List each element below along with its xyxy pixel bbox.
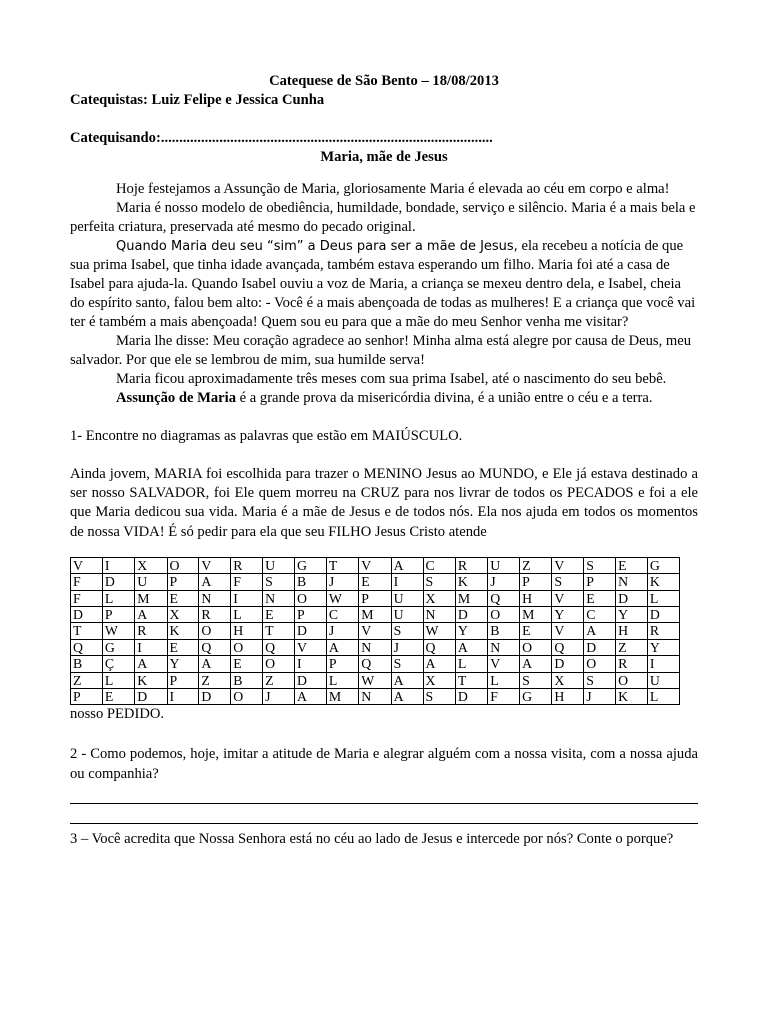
grid-cell[interactable]: N bbox=[359, 689, 391, 705]
grid-cell[interactable]: M bbox=[135, 590, 167, 606]
grid-cell[interactable]: Q bbox=[71, 639, 103, 655]
grid-cell[interactable]: W bbox=[102, 623, 134, 639]
grid-cell[interactable]: H bbox=[616, 623, 648, 639]
grid-cell[interactable]: P bbox=[326, 656, 358, 672]
grid-cell[interactable]: I bbox=[647, 656, 679, 672]
story-paragraph-3-rest: ela recebeu a notícia de que sua prima Isabel, que tinha idade avançada, também estava esperando um filho. Maria foi até a casa de Isabel para ajuda-la. Quando Isabel ouviu a voz de Maria, a criança se mexeu dentro dela, e Isabel, cheia do espírito santo, falou bem alto: - Você é a mais abençoada de todas as mulheres! E a criança que você vai ter é também a mais abençoada! Quem sou eu para que a mãe do meu Senhor venha me visitar? bbox=[70, 238, 696, 330]
grid-cell[interactable]: K bbox=[616, 689, 648, 705]
grid-cell[interactable]: A bbox=[135, 607, 167, 623]
grid-row bbox=[71, 672, 680, 688]
grid-cell[interactable]: Z bbox=[520, 557, 552, 573]
grid-cell[interactable]: B bbox=[71, 656, 103, 672]
grid-cell[interactable]: D bbox=[455, 689, 487, 705]
story-paragraph-5: Maria ficou aproximadamente três meses com sua prima Isabel, até o nascimento do seu bebê. bbox=[116, 371, 667, 387]
grid-cell[interactable]: R bbox=[199, 607, 231, 623]
grid-cell[interactable]: V bbox=[488, 656, 520, 672]
grid-cell[interactable]: N bbox=[423, 607, 455, 623]
grid-row bbox=[71, 557, 680, 573]
story-paragraph-6 bbox=[70, 389, 698, 408]
grid-cell[interactable]: A bbox=[520, 656, 552, 672]
grid-cell[interactable]: U bbox=[263, 557, 295, 573]
grid-row bbox=[71, 607, 680, 623]
grid-cell[interactable]: P bbox=[167, 574, 199, 590]
grid-cell[interactable]: E bbox=[167, 639, 199, 655]
grid-cell[interactable]: L bbox=[455, 656, 487, 672]
story-paragraph-1: Hoje festejamos a Assunção de Maria, gloriosamente Maria é elevada ao céu em corpo e alma! bbox=[116, 181, 670, 197]
grid-cell[interactable]: Q bbox=[359, 656, 391, 672]
grid-cell[interactable]: V bbox=[294, 639, 326, 655]
grid-cell[interactable]: Q bbox=[199, 639, 231, 655]
grid-cell[interactable]: P bbox=[102, 607, 134, 623]
grid-cell[interactable]: E bbox=[616, 557, 648, 573]
grid-cell[interactable]: A bbox=[135, 656, 167, 672]
grid-cell[interactable]: J bbox=[326, 574, 358, 590]
grid-cell[interactable]: U bbox=[488, 557, 520, 573]
grid-cell[interactable]: D bbox=[294, 672, 326, 688]
grid-cell[interactable]: D bbox=[455, 607, 487, 623]
grid-cell[interactable]: H bbox=[231, 623, 263, 639]
grid-cell[interactable]: Q bbox=[263, 639, 295, 655]
grid-cell[interactable]: P bbox=[359, 590, 391, 606]
grid-cell[interactable]: Q bbox=[488, 590, 520, 606]
grid-cell[interactable]: O bbox=[199, 623, 231, 639]
grid-cell[interactable]: E bbox=[359, 574, 391, 590]
grid-cell[interactable]: E bbox=[520, 623, 552, 639]
grid-cell[interactable]: W bbox=[359, 672, 391, 688]
grid-cell[interactable]: S bbox=[391, 656, 423, 672]
question-3: 3 – Você acredita que Nossa Senhora está no céu ao lado de Jesus e intercede por nós? Conte o porque? bbox=[70, 831, 674, 848]
grid-cell[interactable]: L bbox=[102, 672, 134, 688]
document-title: Maria, mãe de Jesus bbox=[320, 149, 448, 165]
grid-cell[interactable]: U bbox=[135, 574, 167, 590]
grid-cell[interactable]: B bbox=[488, 623, 520, 639]
grid-cell[interactable]: Y bbox=[616, 607, 648, 623]
grid-cell[interactable]: Y bbox=[647, 639, 679, 655]
grid-cell[interactable]: L bbox=[231, 607, 263, 623]
story-paragraph-2: Maria é nosso modelo de obediência, humildade, bondade, serviço e silêncio. Maria é a mais bela e perfeita criatura, preservada até mesmo do pecado original. bbox=[70, 200, 696, 235]
grid-cell[interactable]: P bbox=[167, 672, 199, 688]
grid-cell[interactable]: P bbox=[71, 689, 103, 705]
grid-cell[interactable]: Y bbox=[167, 656, 199, 672]
grid-cell[interactable]: D bbox=[647, 607, 679, 623]
grid-cell[interactable]: S bbox=[552, 574, 584, 590]
grid-cell[interactable]: F bbox=[488, 689, 520, 705]
grid-cell[interactable]: I bbox=[102, 557, 134, 573]
grid-row bbox=[71, 639, 680, 655]
grid-cell[interactable]: U bbox=[647, 672, 679, 688]
grid-cell[interactable]: E bbox=[584, 590, 616, 606]
grid-cell[interactable]: G bbox=[647, 557, 679, 573]
grid-cell[interactable]: A bbox=[584, 623, 616, 639]
assumption-bold: Assunção de Maria bbox=[116, 390, 236, 406]
grid-cell[interactable]: X bbox=[167, 607, 199, 623]
grid-cell[interactable]: V bbox=[552, 557, 584, 573]
grid-cell[interactable]: L bbox=[647, 590, 679, 606]
grid-cell[interactable]: A bbox=[391, 557, 423, 573]
grid-cell[interactable]: D bbox=[135, 689, 167, 705]
question-2: 2 - Como podemos, hoje, imitar a atitude de Maria e alegrar alguém com a nossa visita, com a nossa ajuda ou companhia? bbox=[70, 746, 698, 782]
grid-cell[interactable]: N bbox=[616, 574, 648, 590]
grid-cell[interactable]: P bbox=[584, 574, 616, 590]
grid-cell[interactable]: Z bbox=[199, 672, 231, 688]
grid-cell[interactable]: V bbox=[552, 623, 584, 639]
grid-cell[interactable]: D bbox=[199, 689, 231, 705]
story-paragraph-6-rest: é a grande prova da misericórdia divina, é a união entre o céu e a terra. bbox=[236, 390, 653, 406]
grid-row bbox=[71, 689, 680, 705]
grid-cell[interactable]: F bbox=[71, 590, 103, 606]
grid-cell[interactable]: A bbox=[199, 574, 231, 590]
grid-cell[interactable]: J bbox=[488, 574, 520, 590]
grid-cell[interactable]: E bbox=[167, 590, 199, 606]
grid-cell[interactable]: W bbox=[423, 623, 455, 639]
grid-cell[interactable]: L bbox=[102, 590, 134, 606]
grid-cell[interactable]: C bbox=[326, 607, 358, 623]
grid-cell[interactable]: J bbox=[263, 689, 295, 705]
grid-cell[interactable]: W bbox=[326, 590, 358, 606]
grid-cell[interactable]: M bbox=[455, 590, 487, 606]
grid-cell[interactable]: I bbox=[231, 590, 263, 606]
grid-cell[interactable]: V bbox=[552, 590, 584, 606]
student-name-field: Catequisando:........................................................................................... bbox=[70, 130, 493, 146]
grid-cell[interactable]: O bbox=[231, 639, 263, 655]
grid-cell[interactable]: N bbox=[263, 590, 295, 606]
grid-cell[interactable]: A bbox=[326, 639, 358, 655]
grid-cell[interactable]: D bbox=[584, 639, 616, 655]
grid-cell[interactable]: V bbox=[359, 557, 391, 573]
grid-row bbox=[71, 574, 680, 590]
grid-cell[interactable]: O bbox=[520, 639, 552, 655]
grid-cell[interactable]: V bbox=[71, 557, 103, 573]
grid-cell[interactable]: P bbox=[294, 607, 326, 623]
grid-cell[interactable]: X bbox=[552, 672, 584, 688]
grid-cell[interactable]: A bbox=[199, 656, 231, 672]
grid-cell[interactable]: E bbox=[102, 689, 134, 705]
word-search-passage: Ainda jovem, MARIA foi escolhida para trazer o MENINO Jesus ao MUNDO, e Ele já estava destinado a ser nosso SALVADOR, foi Ele quem morreu na CRUZ para nos livrar de todos os PECADOS e foi a ele que Maria dedicou sua vida. Maria é a mãe de Jesus e de todos nós. Ela nos ajuda em todos os momentos de nossa VIDA! É só pedir para ela que seu FILHO Jesus Cristo atende bbox=[70, 466, 698, 540]
worksheet-page bbox=[70, 72, 698, 849]
grid-cell[interactable]: O bbox=[263, 656, 295, 672]
grid-cell[interactable]: E bbox=[231, 656, 263, 672]
grid-cell[interactable]: F bbox=[231, 574, 263, 590]
grid-cell[interactable]: T bbox=[71, 623, 103, 639]
grid-cell[interactable]: O bbox=[231, 689, 263, 705]
grid-cell[interactable]: B bbox=[294, 574, 326, 590]
grid-cell[interactable]: U bbox=[391, 590, 423, 606]
grid-cell[interactable]: V bbox=[359, 623, 391, 639]
answer-line-2[interactable] bbox=[70, 804, 698, 824]
grid-cell[interactable]: O bbox=[584, 656, 616, 672]
grid-cell[interactable]: M bbox=[520, 607, 552, 623]
grid-cell[interactable]: A bbox=[391, 672, 423, 688]
grid-cell[interactable]: L bbox=[326, 672, 358, 688]
grid-cell[interactable]: I bbox=[167, 689, 199, 705]
grid-cell[interactable]: C bbox=[423, 557, 455, 573]
grid-cell[interactable]: K bbox=[647, 574, 679, 590]
grid-cell[interactable]: U bbox=[391, 607, 423, 623]
grid-cell[interactable]: T bbox=[326, 557, 358, 573]
grid-cell[interactable]: Y bbox=[552, 607, 584, 623]
grid-cell[interactable]: M bbox=[326, 689, 358, 705]
grid-row bbox=[71, 656, 680, 672]
grid-cell[interactable]: B bbox=[231, 672, 263, 688]
grid-cell[interactable]: A bbox=[423, 656, 455, 672]
grid-cell[interactable]: I bbox=[391, 574, 423, 590]
grid-cell[interactable]: X bbox=[423, 590, 455, 606]
header-title: Catequese de São Bento – 18/08/2013 bbox=[269, 73, 499, 89]
grid-cell[interactable]: R bbox=[455, 557, 487, 573]
grid-row bbox=[71, 590, 680, 606]
grid-cell[interactable]: J bbox=[326, 623, 358, 639]
grid-cell[interactable]: A bbox=[391, 689, 423, 705]
grid-cell[interactable]: E bbox=[263, 607, 295, 623]
grid-cell[interactable]: Ç bbox=[102, 656, 134, 672]
grid-cell[interactable]: S bbox=[391, 623, 423, 639]
story-paragraph-4: Maria lhe disse: Meu coração agradece ao senhor! Minha alma está alegre por causa de Deus, meu salvador. Por que ele se lembrou de mim, sua humilde serva! bbox=[70, 333, 691, 368]
grid-cell[interactable]: C bbox=[584, 607, 616, 623]
story-paragraph-3 bbox=[70, 237, 698, 332]
grid-cell[interactable]: O bbox=[616, 672, 648, 688]
grid-cell[interactable]: D bbox=[102, 574, 134, 590]
grid-cell[interactable]: T bbox=[455, 672, 487, 688]
grid-cell[interactable]: K bbox=[167, 623, 199, 639]
story-text bbox=[70, 180, 698, 408]
grid-cell[interactable]: X bbox=[135, 557, 167, 573]
grid-cell[interactable]: F bbox=[71, 574, 103, 590]
grid-cell[interactable]: R bbox=[616, 656, 648, 672]
grid-cell[interactable]: R bbox=[135, 623, 167, 639]
grid-cell[interactable]: L bbox=[647, 689, 679, 705]
grid-cell[interactable]: D bbox=[552, 656, 584, 672]
grid-cell[interactable]: I bbox=[294, 656, 326, 672]
catechists-line: Catequistas: Luiz Felipe e Jessica Cunha bbox=[70, 92, 325, 108]
grid-cell[interactable]: S bbox=[584, 557, 616, 573]
grid-cell[interactable]: J bbox=[584, 689, 616, 705]
grid-cell[interactable]: Z bbox=[616, 639, 648, 655]
grid-cell[interactable]: Z bbox=[71, 672, 103, 688]
passage-ending: nosso PEDIDO. bbox=[70, 706, 165, 723]
grid-cell[interactable]: X bbox=[423, 672, 455, 688]
grid-cell[interactable]: V bbox=[199, 557, 231, 573]
grid-cell[interactable]: G bbox=[102, 639, 134, 655]
grid-cell[interactable]: J bbox=[391, 639, 423, 655]
grid-cell[interactable]: O bbox=[294, 590, 326, 606]
grid-cell[interactable]: T bbox=[263, 623, 295, 639]
grid-cell[interactable]: P bbox=[520, 574, 552, 590]
grid-cell[interactable]: G bbox=[520, 689, 552, 705]
grid-cell[interactable]: Q bbox=[423, 639, 455, 655]
grid-cell[interactable]: S bbox=[423, 574, 455, 590]
grid-cell[interactable]: S bbox=[520, 672, 552, 688]
grid-row bbox=[71, 623, 680, 639]
grid-cell[interactable]: Y bbox=[455, 623, 487, 639]
grid-cell[interactable]: A bbox=[294, 689, 326, 705]
grid-cell[interactable]: D bbox=[294, 623, 326, 639]
grid-cell[interactable]: M bbox=[359, 607, 391, 623]
grid-cell[interactable]: R bbox=[231, 557, 263, 573]
word-search-grid bbox=[70, 557, 680, 706]
grid-cell[interactable]: O bbox=[488, 607, 520, 623]
grid-cell[interactable]: G bbox=[294, 557, 326, 573]
question-1: 1- Encontre no diagramas as palavras que estão em MAIÚSCULO. bbox=[70, 428, 463, 444]
grid-cell[interactable]: S bbox=[584, 672, 616, 688]
grid-cell[interactable]: H bbox=[520, 590, 552, 606]
story-paragraph-3-handwritten: Quando Maria deu seu “sim” a Deus para ser a mãe de Jesus, bbox=[116, 239, 518, 254]
grid-cell[interactable]: K bbox=[455, 574, 487, 590]
grid-cell[interactable]: I bbox=[135, 639, 167, 655]
grid-cell[interactable]: Q bbox=[552, 639, 584, 655]
grid-cell[interactable]: S bbox=[263, 574, 295, 590]
grid-cell[interactable]: N bbox=[359, 639, 391, 655]
grid-cell[interactable]: K bbox=[135, 672, 167, 688]
answer-line-1[interactable] bbox=[70, 784, 698, 804]
grid-cell[interactable]: N bbox=[488, 639, 520, 655]
grid-cell[interactable]: R bbox=[647, 623, 679, 639]
grid-cell[interactable]: L bbox=[488, 672, 520, 688]
grid-cell[interactable]: Z bbox=[263, 672, 295, 688]
grid-cell[interactable]: H bbox=[552, 689, 584, 705]
grid-cell[interactable]: A bbox=[455, 639, 487, 655]
grid-cell[interactable]: D bbox=[616, 590, 648, 606]
grid-cell[interactable]: N bbox=[199, 590, 231, 606]
grid-cell[interactable]: O bbox=[167, 557, 199, 573]
grid-cell[interactable]: D bbox=[71, 607, 103, 623]
grid-cell[interactable]: S bbox=[423, 689, 455, 705]
